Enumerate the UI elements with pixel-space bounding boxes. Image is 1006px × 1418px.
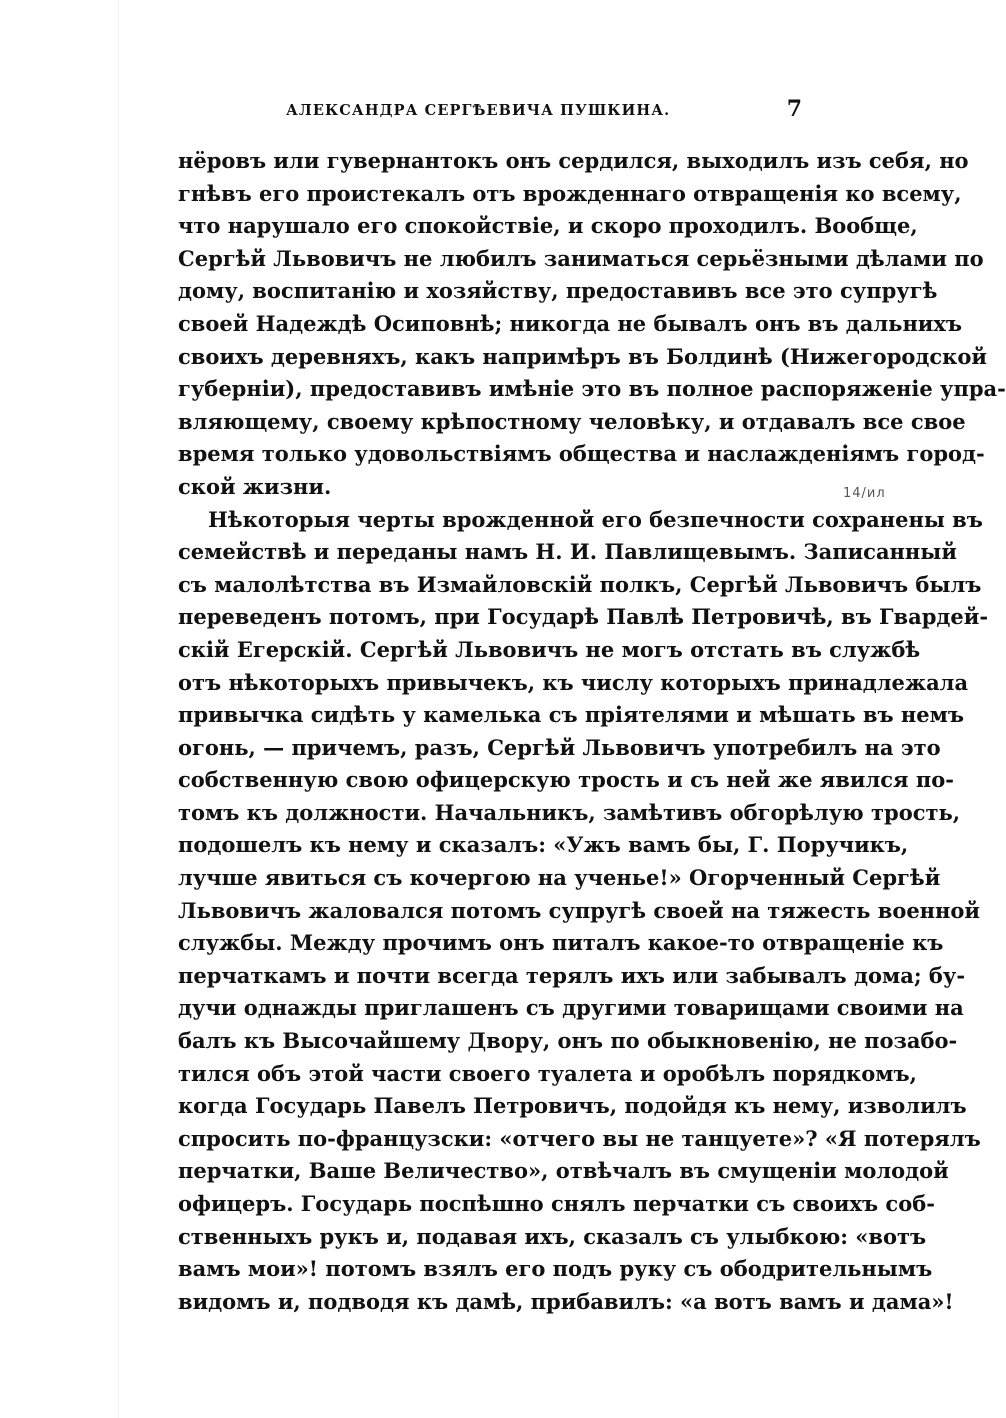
text-line: собственную свою офицерскую трость и съ ней же явился по- (178, 767, 954, 793)
text-line: своихъ деревняхъ, какъ напримѣръ въ Болдинѣ (Нижегородской (178, 343, 987, 369)
text-line: Сергѣй Львовичъ не любилъ заниматься серьёзными дѣлами по (178, 245, 984, 271)
margin-note: 14/ил (843, 486, 886, 501)
text-line: дому, воспитанію и хозяйству, предоставивъ все это супругѣ (178, 278, 938, 304)
text-line: Львовичъ жаловался потомъ супругѣ своей на тяжесть военной (178, 897, 981, 923)
paragraph-end-line: ской жизни. (178, 473, 332, 499)
text-line: вляющему, своему крѣпостному человѣку, и отдавалъ все свое (178, 408, 966, 434)
text-line: семействѣ и переданы намъ Н. И. Павлищевымъ. Записанный (178, 539, 957, 565)
page-edge-shadow (118, 0, 119, 1418)
text-line: подошелъ къ нему и сказалъ: «Ужъ вамъ бы, Г. Поручикъ, (178, 832, 909, 858)
text-line: перчаткамъ и почти всегда терялъ ихъ или забывалъ дома; бу- (178, 962, 966, 988)
running-title: АЛЕКСАНДРА СЕРГѢЕВИЧА ПУШКИНА. (286, 102, 671, 119)
paragraph-start-line: Нѣкоторыя черты врожденной его безпечности сохранены въ (208, 506, 983, 532)
text-line: офицеръ. Государь поспѣшно снялъ перчатки съ своихъ соб- (178, 1191, 935, 1216)
text-line: гнѣвъ его проистекалъ отъ врожденнаго отвращенія ко всему, (178, 180, 962, 206)
text-line: съ малолѣтства въ Измайловскій полкъ, Сергѣй Львовичъ былъ (178, 571, 982, 597)
text-line: тился объ этой части своего туалета и оробѣлъ порядкомъ, (178, 1060, 917, 1086)
text-line: своей Надеждѣ Осиповнѣ; никогда не бывалъ онъ въ дальнихъ (178, 310, 963, 336)
page-number: 7 (786, 96, 802, 122)
text-line: видомъ и, подводя къ дамѣ, прибавилъ: «а вотъ вамъ и дама»! (178, 1288, 954, 1314)
text-line: переведенъ потомъ, при Государѣ Павлѣ Петровичѣ, въ Гвардей- (178, 604, 989, 630)
text-line: вамъ мои»! потомъ взялъ его подъ руку съ ободрительнымъ (178, 1256, 933, 1282)
text-line: время только удовольствіямъ общества и наслажденіямъ город- (178, 441, 985, 467)
text-line: губерніи), предоставивъ имѣніе это въ полное распоряженіе упра- (178, 376, 1006, 402)
text-line: нёровъ или гувернантокъ онъ сердился, выходилъ изъ себя, но (178, 148, 969, 173)
text-line: дучи однажды приглашенъ съ другими товарищами своими на (178, 995, 964, 1021)
text-line: службы. Между прочимъ онъ питалъ какое-то отвращеніе къ (178, 930, 944, 956)
text-line: привычка сидѣть у камелька съ пріятелями и мѣшать въ немъ (178, 702, 965, 728)
text-line: скій Егерскій. Сергѣй Львовичъ не могъ отстать въ службѣ (178, 636, 921, 662)
text-line: что нарушало его спокойствіе, и скоро проходилъ. Вообще, (178, 213, 918, 239)
text-line: когда Государь Павелъ Петровичъ, подойдя къ нему, изволилъ (178, 1093, 967, 1119)
text-line: перчатки, Ваше Величество», отвѣчалъ въ смущеніи молодой (178, 1158, 949, 1184)
text-line: лучше явиться съ кочергою на ученье!» Огорченный Сергѣй (178, 865, 941, 891)
text-line: огонь, — причемъ, разъ, Сергѣй Львовичъ употребилъ на это (178, 734, 941, 760)
text-line: спросить по-французски: «отчего вы не танцуете»? «Я потерялъ (178, 1125, 981, 1151)
text-line: балъ къ Высочайшему Двору, онъ по обыкновенію, не позабо- (178, 1028, 958, 1054)
text-line: ственныхъ рукъ и, подавая ихъ, сказалъ съ улыбкою: «вотъ (178, 1223, 927, 1249)
text-line: томъ къ должности. Начальникъ, замѣтивъ обгорѣлую трость, (178, 799, 961, 825)
page-header (178, 98, 812, 128)
text-line: отъ нѣкоторыхъ привычекъ, къ числу которыхъ принадлежала (178, 669, 969, 695)
